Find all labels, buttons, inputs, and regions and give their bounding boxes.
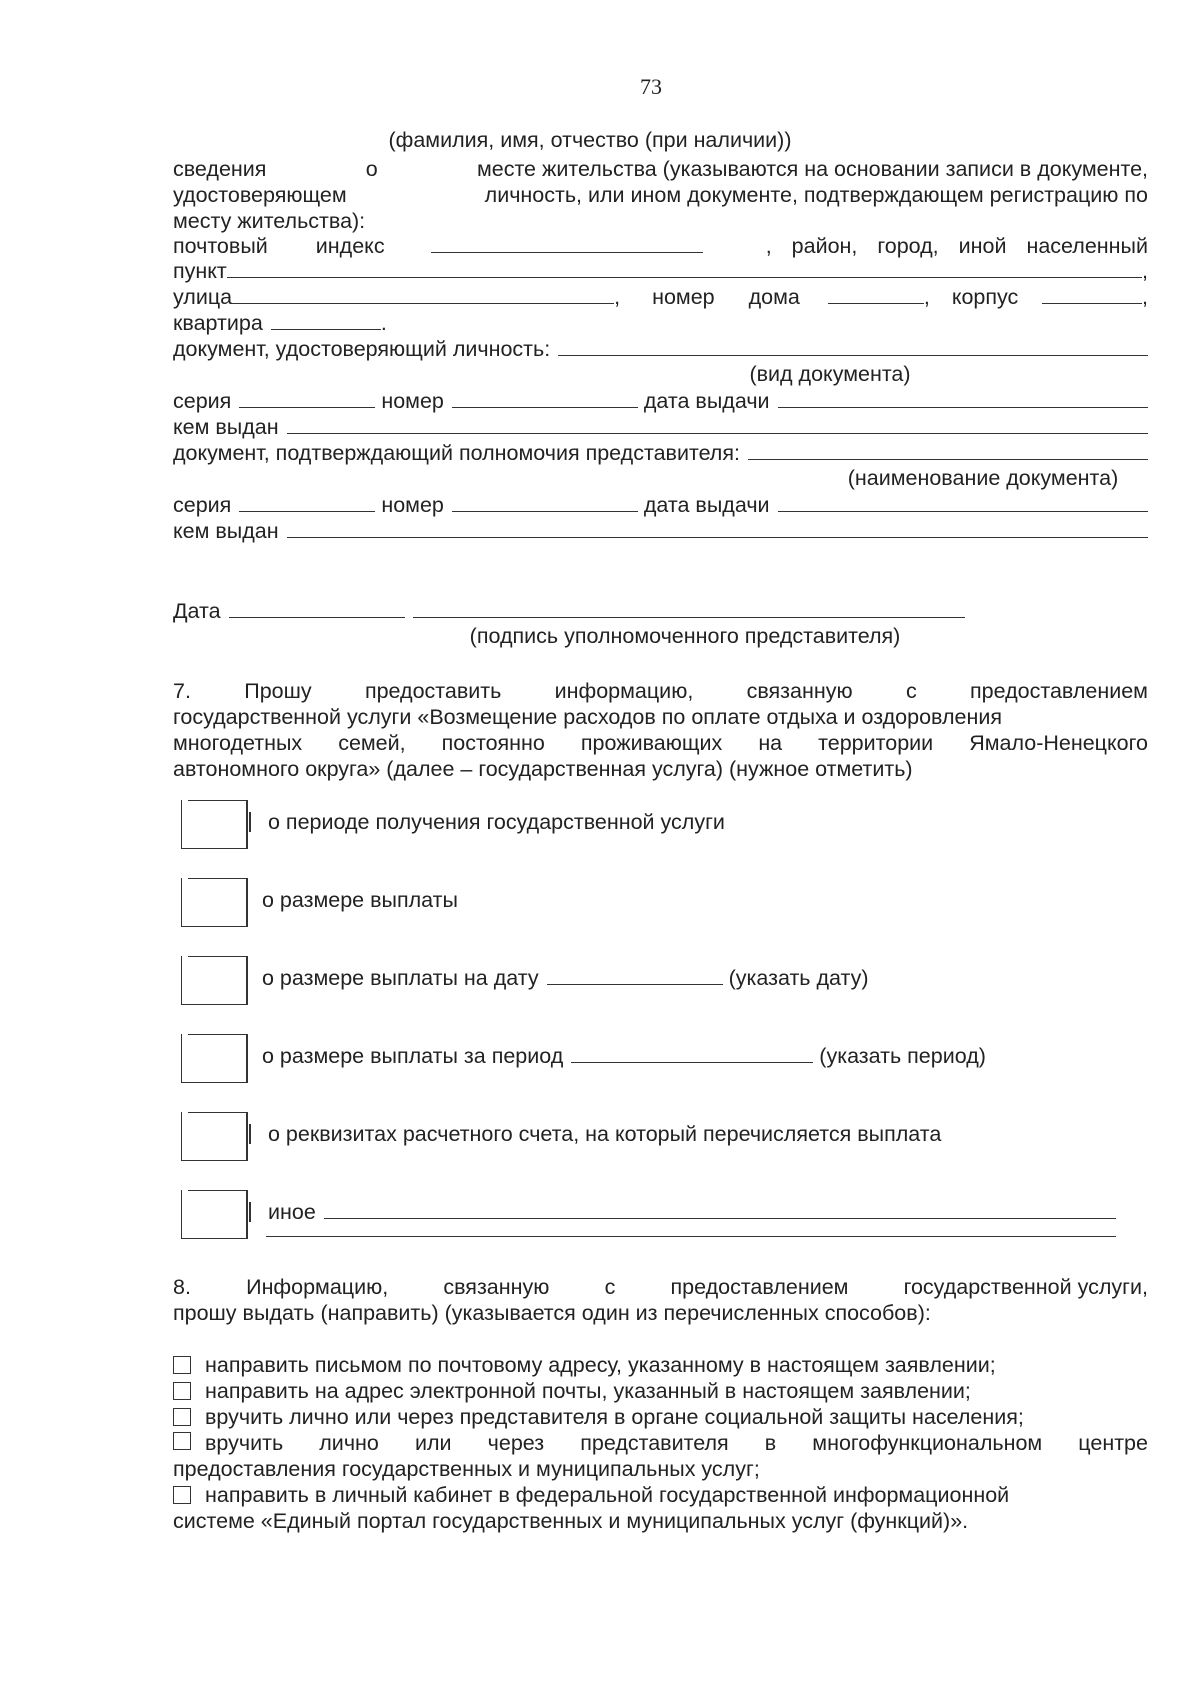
punkt-field[interactable] [227, 259, 1142, 278]
identity-series-field[interactable] [239, 389, 375, 408]
option-other-row: иное [268, 1200, 1116, 1225]
apartment-field[interactable] [271, 311, 381, 330]
doc-name-caption: (наименование документа) [847, 466, 1119, 490]
delivery-email-checkbox[interactable] [173, 1382, 191, 1400]
section8-line-1: 8. Информацию, связанную с предоставлением государственной услуги, [173, 1275, 1148, 1299]
representative-series-field[interactable] [239, 493, 375, 512]
delivery-option-portal: направить в личный кабинет в федеральной государственной информационной [173, 1482, 1148, 1509]
representative-issue-date-field[interactable] [778, 493, 1148, 512]
delivery-option-email: направить на адрес электронной почты, указанный в настоящем заявлении; [173, 1378, 1148, 1405]
option-account-label: о реквизитах расчетного счета, на который перечисляется выплата [268, 1122, 942, 1146]
option-amount-period-checkbox[interactable] [179, 1030, 249, 1084]
option-amount-period-row: о размере выплаты за период (указать период) [262, 1044, 986, 1068]
delivery-mfc-checkbox[interactable] [173, 1432, 191, 1450]
signature-field[interactable] [413, 599, 965, 618]
street-line: улица , номер дома , корпус , [173, 285, 1148, 309]
identity-doc-line: документ, удостоверяющий личность: [173, 336, 1148, 363]
delivery-option-portal-cont: системе «Единый портал государственных и муниципальных услуг (функций)». [173, 1509, 969, 1533]
delivery-option-social-protection: вручить лично или через представителя в органе социальной защиты населения; [173, 1404, 1148, 1431]
delivery-option-mfc-cont: предоставления государственных и муниципальных услуг; [173, 1457, 760, 1481]
representative-doc-field[interactable] [748, 441, 1148, 460]
apartment-line: квартира . [173, 311, 387, 335]
delivery-mail-checkbox[interactable] [173, 1356, 191, 1374]
residence-line-1: сведения о месте жительства (указываются на основании записи в документе, [173, 157, 1148, 181]
delivery-option-mfc: вручить лично или через представителя в многофункциональном центре [173, 1430, 1148, 1457]
representative-number-field[interactable] [452, 493, 638, 512]
delivery-social-checkbox[interactable] [173, 1408, 191, 1426]
street-field[interactable] [232, 285, 614, 304]
postal-index-field[interactable] [431, 234, 703, 253]
residence-line-3: месту жительства): [173, 209, 366, 233]
other-field[interactable] [324, 1200, 1116, 1219]
identity-issued-by-line: кем выдан [173, 414, 1148, 441]
option-amount-checkbox[interactable] [179, 874, 249, 928]
date-field[interactable] [229, 599, 405, 618]
doc-type-caption: (вид документа) [749, 362, 911, 386]
option-period-checkbox[interactable] [179, 796, 249, 850]
residence-line-2: удостоверяющем личность, или ином документе, подтверждающем регистрацию по [173, 183, 1148, 207]
option-period-label: о периоде получения государственной услуги [268, 810, 725, 834]
amount-period-field[interactable] [571, 1044, 813, 1063]
fio-caption: (фамилия, имя, отчество (при наличии)) [388, 128, 792, 152]
representative-doc-line: документ, подтверждающий полномочия представителя: [173, 440, 1148, 467]
option-other-checkbox[interactable] [179, 1186, 249, 1240]
delivery-portal-checkbox[interactable] [173, 1486, 191, 1504]
option-account-checkbox[interactable] [179, 1108, 249, 1162]
amount-date-field[interactable] [547, 966, 723, 985]
representative-series-line: серия номер дата выдачи [173, 492, 1148, 519]
section7-line-2: государственной услуги «Возмещение расходов по оплате отдыха и оздоровления [173, 705, 1003, 729]
signature-caption: (подпись уполномоченного представителя) [469, 624, 901, 648]
korpus-field[interactable] [1042, 285, 1142, 304]
option-amount-date-row: о размере выплаты на дату (указать дату) [262, 966, 869, 990]
identity-doc-type-field[interactable] [558, 337, 1148, 356]
representative-issued-by-field[interactable] [287, 519, 1148, 538]
house-number-field[interactable] [828, 285, 924, 304]
section7-line-4: автономного округа» (далее – государственная услуга) (нужное отметить) [173, 757, 913, 781]
identity-issued-by-field[interactable] [287, 415, 1148, 434]
section7-line-3: многодетных семей, постоянно проживающих на территории Ямало-Ненецкого [173, 731, 1148, 755]
punkt-line: пункт , [173, 259, 1148, 283]
option-amount-label: о размере выплаты [262, 888, 458, 912]
other-field-continuation[interactable] [266, 1236, 1116, 1237]
section8-line-2: прошу выдать (направить) (указывается один из перечисленных способов): [173, 1301, 931, 1325]
identity-issue-date-field[interactable] [778, 389, 1148, 408]
delivery-option-mail: направить письмом по почтовому адресу, указанному в настоящем заявлении; [173, 1352, 1148, 1379]
representative-issued-by-line: кем выдан [173, 518, 1148, 545]
postal-index-line: почтовый индекс , район, город, иной населенный [173, 234, 1148, 258]
page-number: 73 [640, 74, 662, 99]
option-amount-date-checkbox[interactable] [179, 952, 249, 1006]
identity-series-line: серия номер дата выдачи [173, 388, 1148, 415]
date-signature-line: Дата [173, 598, 1148, 625]
identity-number-field[interactable] [452, 389, 638, 408]
section7-line-1: 7. Прошу предоставить информацию, связанную с предоставлением [173, 679, 1148, 703]
